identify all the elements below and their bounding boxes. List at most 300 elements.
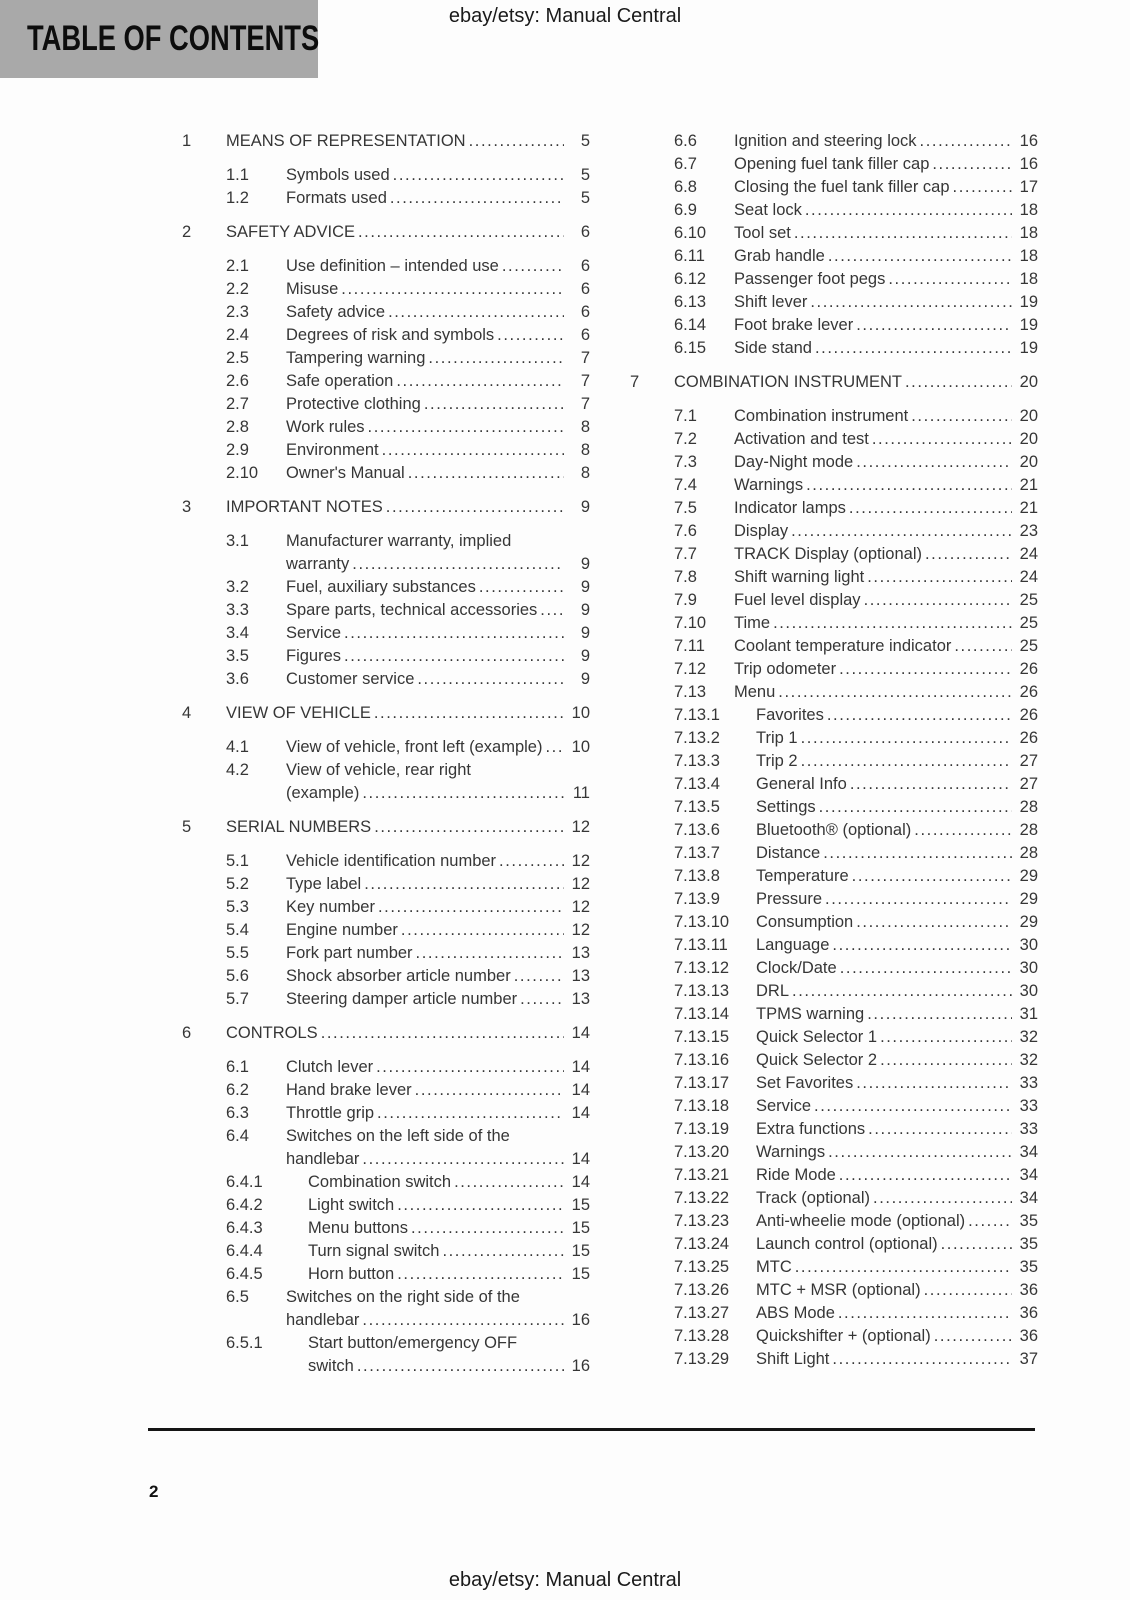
toc-entry-page-number: 36	[1019, 1327, 1038, 1345]
toc-chapter-entry	[182, 496, 590, 519]
toc-entry-number: 5.7	[226, 990, 249, 1008]
dot-leader	[374, 816, 564, 839]
toc-entry-page-number: 9	[580, 647, 590, 665]
dot-leader	[914, 819, 1012, 842]
toc-entry-number: 1.2	[226, 189, 249, 207]
toc-entry-number: 3.6	[226, 670, 249, 688]
toc-entry	[674, 543, 1038, 566]
toc-chapter-entry	[182, 221, 590, 244]
toc-entry-page-number: 14	[571, 1024, 590, 1042]
dot-leader	[888, 268, 1012, 291]
dot-leader	[911, 405, 1012, 428]
toc-entry-page-number: 12	[571, 852, 590, 870]
toc-entry-title: Safe operation	[286, 372, 394, 390]
toc-entry-number: 7.8	[674, 568, 697, 586]
toc-entry-title: Track (optional)	[756, 1189, 871, 1207]
toc-entry-page-number: 10	[571, 704, 590, 722]
dot-leader	[873, 1187, 1012, 1210]
toc-entry-title: Combination switch	[308, 1173, 452, 1191]
toc-entry-title: Safety advice	[286, 303, 386, 321]
toc-entry-number: 7.13.26	[674, 1281, 730, 1299]
toc-entry	[674, 474, 1038, 497]
toc-entry-number: 2.8	[226, 418, 249, 436]
page-title: TABLE OF CONTENTS	[27, 19, 320, 58]
dot-leader	[479, 576, 564, 599]
toc-entry-page-number: 32	[1019, 1028, 1038, 1046]
toc-entry-page-number: 33	[1019, 1120, 1038, 1138]
dot-leader	[386, 496, 564, 519]
toc-entry-title: DRL	[756, 982, 790, 1000]
toc-entry	[674, 911, 1038, 934]
toc-entry-title: Menu buttons	[308, 1219, 408, 1237]
dot-leader	[867, 566, 1012, 589]
toc-entry-title: Misuse	[286, 280, 339, 298]
toc-entry-number: 2.1	[226, 257, 249, 275]
toc-entry-title: Temperature	[756, 867, 849, 885]
toc-entry-number: 1.1	[226, 166, 249, 184]
dot-leader	[376, 1056, 564, 1079]
toc-entry-number: 7.13.12	[674, 959, 730, 977]
toc-entry-title: Trip 2	[756, 752, 798, 770]
toc-entry-title: Display	[734, 522, 789, 540]
toc-entry-number: 7.13.18	[674, 1097, 730, 1115]
dot-leader	[941, 1233, 1012, 1256]
toc-entry	[226, 1217, 590, 1240]
dot-leader	[397, 1194, 564, 1217]
toc-entry-page-number: 12	[571, 921, 590, 939]
toc-entry-number: 6.13	[674, 293, 707, 311]
toc-entry-title: Shock absorber article number	[286, 967, 511, 985]
toc-entry-page-number: 13	[571, 990, 590, 1008]
toc-entry-number: 7.1	[674, 407, 697, 425]
toc-entry-number: 2.7	[226, 395, 249, 413]
toc-entry-title: Indicator lamps	[734, 499, 846, 517]
toc-entry-number: 7.11	[674, 637, 705, 655]
toc-entry	[226, 370, 590, 393]
toc-entry-title: Light switch	[308, 1196, 395, 1214]
toc-entry	[674, 176, 1038, 199]
toc-entry-number: 6.4.3	[226, 1219, 263, 1237]
toc-entry	[226, 622, 590, 645]
dot-leader	[344, 645, 564, 668]
dot-leader	[357, 1355, 564, 1378]
toc-entry	[674, 934, 1038, 957]
dot-leader	[839, 658, 1012, 681]
footer-rule	[148, 1428, 1035, 1431]
toc-entry	[226, 416, 590, 439]
toc-entry-page-number: 15	[571, 1219, 590, 1237]
dot-leader	[411, 1217, 564, 1240]
toc-entry-number: 7.13.15	[674, 1028, 730, 1046]
dot-leader	[856, 1072, 1012, 1095]
toc-entry-page-number: 34	[1019, 1166, 1038, 1184]
toc-entry-number: 6.2	[226, 1081, 249, 1099]
toc-entry	[226, 942, 590, 965]
toc-entry	[674, 1049, 1038, 1072]
toc-entry-title: Switches on the left side of the	[286, 1127, 510, 1145]
toc-entry-title: Trip odometer	[734, 660, 837, 678]
toc-entry-title: Horn button	[308, 1265, 395, 1283]
toc-entry-title: Shift Light	[756, 1350, 830, 1368]
toc-entry-title: Hand brake lever	[286, 1081, 412, 1099]
toc-entry	[674, 245, 1038, 268]
toc-entry	[674, 268, 1038, 291]
toc-entry	[226, 965, 590, 988]
toc-entry-number: 5.3	[226, 898, 249, 916]
toc-entry	[674, 1118, 1038, 1141]
toc-entry-page-number: 17	[1019, 178, 1038, 196]
toc-entry-page-number: 27	[1019, 752, 1038, 770]
dot-leader	[416, 942, 564, 965]
toc-entry-page-number: 11	[572, 784, 590, 802]
toc-entry-page-number: 33	[1019, 1074, 1038, 1092]
toc-chapter-entry	[182, 702, 590, 725]
dot-leader	[469, 130, 564, 153]
toc-entry	[226, 759, 590, 805]
toc-entry-number: 7.13.11	[674, 936, 728, 954]
dot-leader	[454, 1171, 564, 1194]
toc-entry-number: 7.5	[674, 499, 697, 517]
dot-leader	[827, 704, 1012, 727]
toc-entry-number: 6	[182, 1024, 192, 1042]
toc-entry-page-number: 35	[1019, 1212, 1038, 1230]
toc-entry-number: 6.8	[674, 178, 697, 196]
toc-entry	[674, 337, 1038, 360]
toc-entry	[226, 668, 590, 691]
toc-entry-title: View of vehicle, front left (example)	[286, 738, 543, 756]
toc-entry-title: COMBINATION INSTRUMENT	[674, 373, 902, 391]
dot-leader	[838, 1302, 1012, 1325]
toc-entry-title: Formats used	[286, 189, 387, 207]
toc-entry-title: Ride Mode	[756, 1166, 836, 1184]
toc-entry-title: Warnings	[734, 476, 804, 494]
toc-entry	[226, 1125, 590, 1171]
dot-leader	[810, 291, 1012, 314]
dot-leader	[867, 1003, 1012, 1026]
toc-entry	[674, 199, 1038, 222]
toc-entry-title: Type label	[286, 875, 362, 893]
toc-entry	[226, 645, 590, 668]
toc-entry-title: Quick Selector 1	[756, 1028, 878, 1046]
toc-entry	[674, 1095, 1038, 1118]
toc-entry-title: switch	[308, 1357, 354, 1375]
dot-leader	[401, 919, 564, 942]
toc-entry-number: 3.3	[226, 601, 249, 619]
toc-entry-number: 6.4.4	[226, 1242, 263, 1260]
dot-leader	[801, 727, 1012, 750]
toc-entry-title: SAFETY ADVICE	[226, 223, 355, 241]
toc-entry-title: Clock/Date	[756, 959, 837, 977]
toc-entry	[226, 1240, 590, 1263]
toc-entry-page-number: 5	[580, 189, 590, 207]
toc-entry-title: Switches on the right side of the	[286, 1288, 520, 1306]
toc-entry	[674, 1164, 1038, 1187]
toc-entry-title: Protective clothing	[286, 395, 421, 413]
toc-entry-page-number: 26	[1019, 683, 1038, 701]
dot-leader	[801, 750, 1012, 773]
toc-entry-title: Launch control (optional)	[756, 1235, 938, 1253]
toc-entry-number: 6.3	[226, 1104, 249, 1122]
toc-entry	[674, 704, 1038, 727]
toc-entry-title: Seat lock	[734, 201, 802, 219]
toc-entry	[674, 130, 1038, 153]
toc-entry-number: 7.10	[674, 614, 707, 632]
toc-entry-title: MEANS OF REPRESENTATION	[226, 132, 466, 150]
toc-entry-title: Steering damper article number	[286, 990, 518, 1008]
toc-entry	[226, 599, 590, 622]
toc-entry-number: 1	[182, 132, 192, 150]
toc-entry-number: 7	[630, 373, 640, 391]
toc-entry-title: Extra functions	[756, 1120, 866, 1138]
toc-chapter-entry	[182, 130, 590, 153]
toc-entry-number: 6.11	[674, 247, 705, 265]
toc-chapter-entry	[182, 1022, 590, 1045]
toc-entry-number: 4.1	[226, 738, 249, 756]
dot-leader	[374, 702, 564, 725]
toc-entry-title: General Info	[756, 775, 847, 793]
toc-entry-title: Time	[734, 614, 771, 632]
toc-entry-title: Fork part number	[286, 944, 413, 962]
dot-leader	[868, 1118, 1012, 1141]
dot-leader	[880, 1026, 1012, 1049]
toc-entry-page-number: 19	[1019, 316, 1038, 334]
toc-entry-number: 3.1	[226, 532, 249, 550]
dot-leader	[852, 865, 1012, 888]
toc-entry	[674, 520, 1038, 543]
toc-entry	[226, 988, 590, 1011]
toc-entry-title: MTC + MSR (optional)	[756, 1281, 921, 1299]
toc-entry-title: Owner's Manual	[286, 464, 405, 482]
toc-entry-number: 7.13.13	[674, 982, 730, 1000]
toc-entry	[226, 324, 590, 347]
toc-entry-title: handlebar	[286, 1311, 360, 1329]
dot-leader	[397, 1263, 564, 1286]
toc-entry-number: 6.4	[226, 1127, 249, 1145]
toc-entry-number: 6.9	[674, 201, 697, 219]
toc-entry	[674, 727, 1038, 750]
toc-entry-title: Passenger foot pegs	[734, 270, 886, 288]
dot-leader	[825, 888, 1012, 911]
toc-entry-number: 2.3	[226, 303, 249, 321]
toc-entry-page-number: 25	[1019, 614, 1038, 632]
dot-leader	[832, 934, 1012, 957]
dot-leader	[362, 1148, 564, 1171]
toc-entry	[674, 957, 1038, 980]
dot-leader	[864, 589, 1012, 612]
toc-entry-number: 2.5	[226, 349, 249, 367]
dot-leader	[792, 980, 1012, 1003]
toc-entry-page-number: 16	[1019, 155, 1038, 173]
page-title-banner	[0, 0, 318, 78]
toc-entry-title: Quickshifter + (optional)	[756, 1327, 931, 1345]
toc-entry-title: Fuel, auxiliary substances	[286, 578, 476, 596]
toc-entry-number: 7.13.24	[674, 1235, 730, 1253]
toc-entry	[674, 153, 1038, 176]
toc-entry-page-number: 32	[1019, 1051, 1038, 1069]
toc-entry-page-number: 9	[580, 670, 590, 688]
toc-entry-number: 5.2	[226, 875, 249, 893]
toc-entry-title: Vehicle identification number	[286, 852, 497, 870]
toc-entry-page-number: 24	[1019, 568, 1038, 586]
toc-entry-title: Activation and test	[734, 430, 869, 448]
dot-leader	[378, 896, 564, 919]
toc-entry-page-number: 13	[571, 944, 590, 962]
toc-entry	[674, 589, 1038, 612]
dot-leader	[849, 497, 1012, 520]
toc-entry-title: Ignition and steering lock	[734, 132, 917, 150]
toc-entry	[226, 278, 590, 301]
toc-entry-title: Settings	[756, 798, 816, 816]
toc-entry-page-number: 30	[1019, 959, 1038, 977]
toc-entry	[674, 1256, 1038, 1279]
toc-entry-number: 7.13.19	[674, 1120, 730, 1138]
dot-leader	[442, 1240, 564, 1263]
toc-entry-number: 3.2	[226, 578, 249, 596]
dot-leader	[872, 428, 1012, 451]
toc-entry	[674, 1072, 1038, 1095]
dot-leader	[954, 635, 1012, 658]
toc-entry-page-number: 6	[580, 280, 590, 298]
dot-leader	[791, 520, 1012, 543]
toc-entry-title: CONTROLS	[226, 1024, 318, 1042]
toc-entry	[674, 1302, 1038, 1325]
toc-entry	[226, 255, 590, 278]
toc-entry-page-number: 36	[1019, 1304, 1038, 1322]
toc-entry-page-number: 9	[580, 498, 590, 516]
toc-entry	[226, 393, 590, 416]
dot-leader	[362, 782, 564, 805]
dot-leader	[968, 1210, 1012, 1233]
toc-entry	[674, 291, 1038, 314]
dot-leader	[815, 337, 1012, 360]
toc-entry-number: 7.13.21	[674, 1166, 730, 1184]
toc-entry	[674, 1003, 1038, 1026]
toc-entry-number: 2.10	[226, 464, 259, 482]
toc-entry-number: 7.6	[674, 522, 697, 540]
toc-entry-page-number: 35	[1019, 1235, 1038, 1253]
toc-entry-number: 7.12	[674, 660, 707, 678]
toc-entry-page-number: 14	[571, 1081, 590, 1099]
toc-entry-title: SERIAL NUMBERS	[226, 818, 372, 836]
toc-entry-number: 7.13.8	[674, 867, 720, 885]
toc-column-right	[630, 130, 1038, 1378]
dot-leader	[382, 439, 564, 462]
toc-entry-number: 4	[182, 704, 192, 722]
toc-entry-number: 5.4	[226, 921, 249, 939]
toc-entry-page-number: 21	[1019, 499, 1038, 517]
toc-entry-title: Distance	[756, 844, 821, 862]
dot-leader	[773, 612, 1012, 635]
dot-leader	[856, 911, 1012, 934]
toc-entry-title: Start button/emergency OFF	[308, 1334, 518, 1352]
dot-leader	[880, 1049, 1012, 1072]
toc-entry-number: 7.13.27	[674, 1304, 730, 1322]
toc-entry-number: 7.4	[674, 476, 697, 494]
toc-entry-title: Throttle grip	[286, 1104, 375, 1122]
toc-entry-number: 6.5.1	[226, 1334, 263, 1352]
toc-entry-page-number: 37	[1019, 1350, 1038, 1368]
toc-entry-number: 2.9	[226, 441, 249, 459]
dot-leader	[925, 543, 1012, 566]
toc-entry-page-number: 27	[1019, 775, 1038, 793]
toc-entry-page-number: 15	[571, 1196, 590, 1214]
toc-entry-title: TPMS warning	[756, 1005, 865, 1023]
toc-entry-title: Anti-wheelie mode (optional)	[756, 1212, 966, 1230]
toc-entry-page-number: 6	[580, 326, 590, 344]
toc-entry	[674, 681, 1038, 704]
toc-entry-title: handlebar	[286, 1150, 360, 1168]
toc-entry	[226, 576, 590, 599]
dot-leader	[840, 957, 1012, 980]
toc-entry-page-number: 34	[1019, 1143, 1038, 1161]
toc-entry-title: VIEW OF VEHICLE	[226, 704, 371, 722]
toc-entry	[226, 896, 590, 919]
toc-entry-title: Menu	[734, 683, 776, 701]
toc-entry-number: 7.13.14	[674, 1005, 730, 1023]
dot-leader	[934, 1325, 1012, 1348]
toc-entry-number: 6.10	[674, 224, 707, 242]
toc-entry-title: Spare parts, technical accessories	[286, 601, 538, 619]
toc-entry-page-number: 7	[580, 372, 590, 390]
page-number: 2	[149, 1482, 159, 1501]
toc-entry-title: Closing the fuel tank filler cap	[734, 178, 950, 196]
toc-entry-title: Manufacturer warranty, implied	[286, 532, 512, 550]
dot-leader	[850, 773, 1012, 796]
toc-entry-page-number: 16	[571, 1357, 590, 1375]
dot-leader	[839, 1164, 1012, 1187]
toc-entry	[226, 1171, 590, 1194]
toc-entry-page-number: 18	[1019, 247, 1038, 265]
toc-entry-number: 7.3	[674, 453, 697, 471]
toc-entry-title: Service	[756, 1097, 812, 1115]
toc-entry	[674, 796, 1038, 819]
toc-entry-title: Set Favorites	[756, 1074, 854, 1092]
toc-entry-title: Work rules	[286, 418, 365, 436]
toc-entry-number: 7.13.7	[674, 844, 720, 862]
toc-entry-title: Day-Night mode	[734, 453, 854, 471]
toc-entry-number: 7.13.25	[674, 1258, 730, 1276]
toc-entry-page-number: 18	[1019, 201, 1038, 219]
toc-entry-page-number: 9	[580, 578, 590, 596]
toc-entry	[674, 750, 1038, 773]
toc-entry-page-number: 29	[1019, 867, 1038, 885]
toc-entry-title: Side stand	[734, 339, 812, 357]
toc-entry-title: Turn signal switch	[308, 1242, 440, 1260]
toc-entry-number: 6.1	[226, 1058, 249, 1076]
dot-leader	[408, 462, 564, 485]
toc-entry	[674, 1348, 1038, 1371]
toc-entry	[674, 405, 1038, 428]
dot-leader	[362, 1309, 564, 1332]
dot-leader	[424, 393, 564, 416]
toc-entry-page-number: 16	[571, 1311, 590, 1329]
toc-entry-page-number: 12	[571, 818, 590, 836]
dot-leader	[953, 176, 1012, 199]
toc-entry-title: Fuel level display	[734, 591, 861, 609]
toc-entry-number: 6.4.2	[226, 1196, 263, 1214]
toc-entry-number: 7.13.9	[674, 890, 720, 908]
toc-entry-page-number: 30	[1019, 982, 1038, 1000]
toc-entry-number: 7.13.10	[674, 913, 730, 931]
dot-leader	[832, 1348, 1012, 1371]
toc-entry-page-number: 35	[1019, 1258, 1038, 1276]
toc-entry-page-number: 20	[1019, 430, 1038, 448]
dot-leader	[368, 416, 564, 439]
toc-entry	[674, 222, 1038, 245]
toc-entry-number: 3.5	[226, 647, 249, 665]
dot-leader	[428, 347, 564, 370]
toc-entry	[674, 865, 1038, 888]
